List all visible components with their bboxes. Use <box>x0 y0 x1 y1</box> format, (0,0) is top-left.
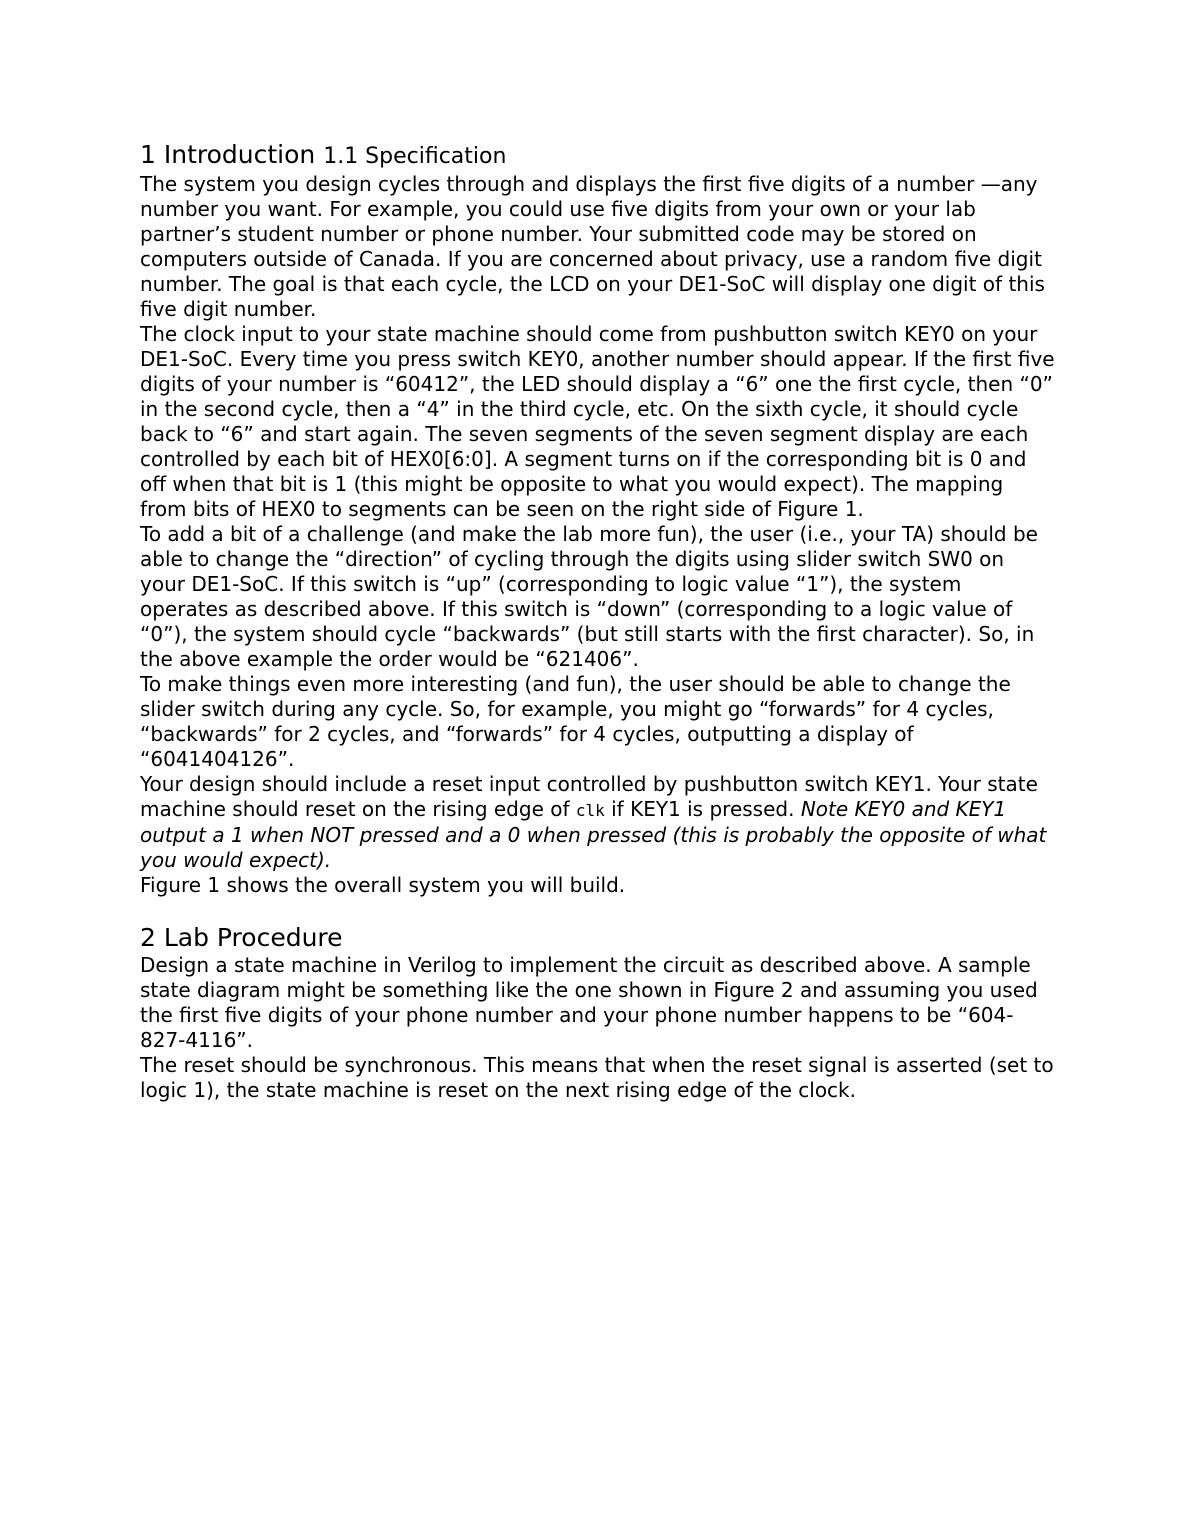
reset-text-after-code: if KEY1 is pressed. <box>604 797 801 821</box>
code-clk: clk <box>575 801 605 820</box>
heading-introduction-text: 1 Introduction <box>140 140 316 169</box>
paragraph-direction-challenge: To add a bit of a challenge (and make the lab more fun), the user (i.e., your TA) should be able to change the “direction” of cycling through the digits using slider switch SW0 on your DE1-SoC. If this switch is “up” (corresponding to logic value “1”), the system operates as described above. If this switch is “down” (corresponding to a logic value of “0”), the system should cycle “backwards” (but still starts with the first character). So, in the above example the order would be “621406”. <box>140 522 1038 671</box>
document-page <box>140 140 1055 1103</box>
paragraph-slider-switch: To make things even more interesting (and fun), the user should be able to change the slider switch during any cycle. So, for example, you might go “forwards” for 4 cycles, “backwards” for 2 cycles, and “forwards” for 4 cycles, outputting a display of “6041404126”. <box>140 672 1011 771</box>
paragraph-reset-input <box>140 772 1055 873</box>
paragraph-system-description: The system you design cycles through and displays the first five digits of a number —any number you want. For example, you could use five digits from your own or your lab partner’s student number or phone number. Your submitted code may be stored on computers outside of Canada. If you are concerned about privacy, use a random five digit number. The goal is that each cycle, the LCD on your DE1-SoC will display one digit of this five digit number. <box>140 172 1045 321</box>
section-heading-introduction <box>140 140 1055 172</box>
reset-note-italic: Note KEY0 and KEY1 output a 1 when NOT pressed and a 0 when pressed (this is probably the opposite of what you would expect). <box>140 797 1047 872</box>
section-heading-lab-procedure: 2 Lab Procedure <box>140 923 343 952</box>
paragraph-figure-reference: Figure 1 shows the overall system you will build. <box>140 873 626 897</box>
paragraph-design-state-machine: Design a state machine in Verilog to implement the circuit as described above. A sample state diagram might be something like the one shown in Figure 2 and assuming you used the first five digits of your phone number and your phone number happens to be “604-827-4116”. <box>140 953 1038 1052</box>
subheading-specification: 1.1 Specification <box>323 144 507 169</box>
paragraph-clock-input: The clock input to your state machine should come from pushbutton switch KEY0 on your DE1-SoC. Every time you press switch KEY0, another number should appear. If the first five digits of your number is “60412”, the LED should display a “6” one the first cycle, then “0” in the second cycle, then a “4” in the third cycle, etc. On the sixth cycle, it should cycle back to “6” and start again. The seven segments of the seven segment display are each controlled by each bit of HEX0[6:0]. A segment turns on if the corresponding bit is 0 and off when that bit is 1 (this might be opposite to what you would expect). The mapping from bits of HEX0 to segments can be seen on the right side of Figure 1. <box>140 322 1055 521</box>
paragraph-synchronous-reset: The reset should be synchronous. This means that when the reset signal is asserted (set to logic 1), the state machine is reset on the next rising edge of the clock. <box>140 1053 1054 1102</box>
reset-text-before-code: Your design should include a reset input controlled by pushbutton switch KEY1. Your state machine should reset on the rising edge of <box>140 772 1038 821</box>
